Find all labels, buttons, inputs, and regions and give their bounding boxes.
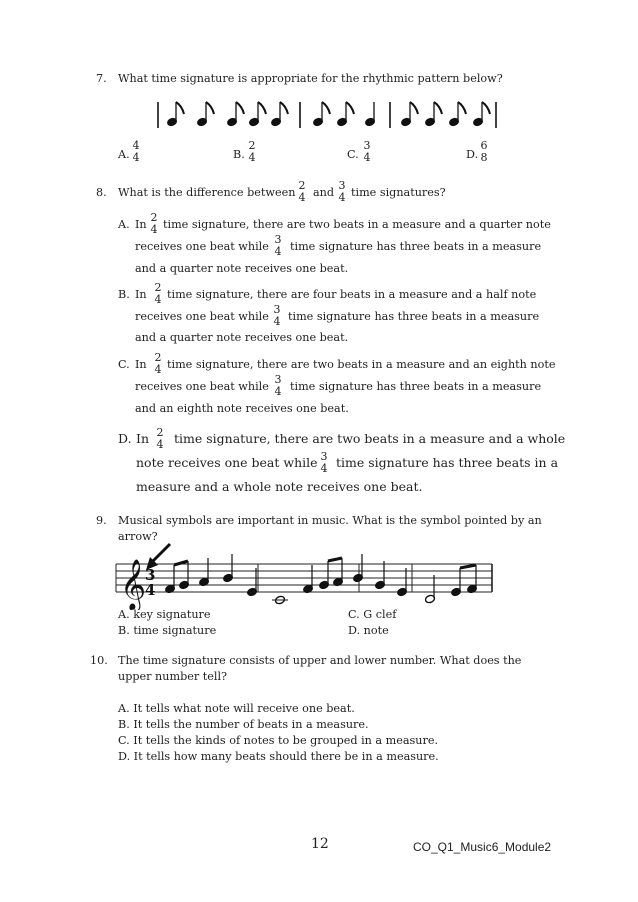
upper-number: 2 — [154, 351, 162, 364]
option-line: receives one beat while — [135, 380, 269, 393]
time-signature-3-4 — [318, 451, 330, 475]
question-prompt: The time signature consists of upper and lower number. What does the — [118, 654, 522, 667]
eighth-note-icon — [313, 102, 330, 127]
music-staff — [112, 540, 497, 610]
eighth-note-icon — [227, 102, 244, 127]
eighth-note-icon — [249, 102, 266, 127]
option-a[interactable]: A. It tells what note will receive one beat. — [118, 702, 355, 715]
option-b[interactable] — [233, 148, 245, 162]
time-signature-4-4 — [130, 140, 142, 164]
upper-number: 2 — [156, 426, 164, 439]
option-line: and a quarter note receives one beat. — [135, 262, 349, 275]
time-signature-6-8 — [478, 140, 490, 164]
option-letter: D. — [466, 148, 479, 161]
eighth-note-icon — [319, 561, 330, 590]
lower-number: 4 — [273, 315, 281, 328]
option-a[interactable]: A. key signature — [118, 608, 211, 621]
eighth-note-icon — [179, 561, 190, 590]
module-code: CO_Q1_Music6_Module2 — [413, 840, 552, 854]
lower-number: 4 — [150, 223, 158, 236]
option-letter: D. — [118, 431, 132, 446]
time-signature-3-4-symbol: 3 — [145, 566, 156, 584]
beam — [328, 558, 342, 561]
upper-number: 3 — [273, 303, 281, 316]
question-number: 7. — [96, 72, 107, 85]
time-signature-3-4 — [271, 304, 283, 328]
eighth-note-icon — [337, 102, 354, 127]
lower-number: 8 — [480, 151, 488, 164]
upper-number: 3 — [363, 139, 371, 152]
option-in: In — [135, 288, 147, 301]
time-signature-3-4 — [272, 234, 284, 258]
time-signature-2-4 — [154, 427, 166, 451]
question-prompt: What time signature is appropriate for the rhythmic pattern below? — [118, 72, 503, 85]
upper-number: 6 — [480, 139, 488, 152]
lower-number: 4 — [156, 438, 164, 451]
time-signature-3-4 — [361, 140, 373, 164]
time-signature-2-4 — [152, 352, 164, 376]
upper-number: 2 — [248, 139, 256, 152]
question-prompt: What is the difference between — [118, 186, 296, 199]
upper-number: 2 — [298, 179, 306, 192]
quarter-note-icon — [199, 558, 210, 587]
lower-number: 4 — [363, 151, 371, 164]
half-note-icon — [425, 575, 436, 604]
upper-number: 3 — [338, 179, 346, 192]
option-letter: A. — [118, 218, 130, 231]
option-line: time signature, there are two beats in a measure and an eighth note — [167, 358, 556, 371]
eighth-note-icon — [165, 565, 176, 594]
upper-number: 3 — [320, 450, 328, 463]
eighth-note-icon — [449, 102, 466, 127]
eighth-note-icon — [451, 568, 462, 597]
eighth-note-icon — [271, 102, 288, 127]
time-signature-lower: 4 — [145, 581, 156, 599]
prompt-and: and — [313, 186, 335, 199]
option-c[interactable]: C. G clef — [348, 608, 397, 621]
upper-number: 2 — [154, 281, 162, 294]
time-signature-3-4 — [336, 180, 348, 204]
question-prompt: upper number tell? — [118, 670, 228, 683]
quarter-note-icon — [247, 568, 258, 597]
option-in: In — [135, 218, 147, 231]
upper-number: 4 — [132, 139, 140, 152]
time-signature-2-4 — [246, 140, 258, 164]
lower-number: 4 — [132, 151, 140, 164]
option-letter: B. — [118, 288, 130, 301]
time-signature-2-4 — [148, 212, 160, 236]
option-letter: A. — [118, 148, 130, 161]
beam — [460, 565, 476, 568]
lower-number: 4 — [274, 245, 282, 258]
question-prompt: arrow? — [118, 530, 158, 543]
option-line: and a quarter note receives one beat. — [135, 331, 349, 344]
option-d[interactable]: D. It tells how many beats should there be in a measure. — [118, 750, 439, 763]
question-number: 8. — [96, 186, 107, 199]
eighth-note-icon — [401, 102, 418, 127]
option-line: time signature, there are two beats in a measure and a quarter note — [163, 218, 551, 231]
lower-number: 4 — [320, 462, 328, 475]
option-line: time signature has three beats in a — [336, 455, 559, 470]
lower-number: 4 — [274, 385, 282, 398]
option-line: time signature has three beats in a measure — [290, 380, 542, 393]
quarter-note-icon — [397, 568, 408, 597]
option-d[interactable]: D. note — [348, 624, 389, 637]
option-letter: C. — [118, 358, 130, 371]
prompt-after: time signatures? — [351, 186, 446, 199]
g-clef-icon: 𝄞 — [120, 559, 147, 610]
lower-number: 4 — [154, 363, 162, 376]
time-signature-2-4 — [152, 282, 164, 306]
upper-number: 3 — [274, 233, 282, 246]
option-line: time signature has three beats in a measure — [288, 310, 540, 323]
eighth-note-icon — [333, 558, 344, 587]
option-d[interactable] — [466, 148, 478, 162]
rhythm-pattern — [150, 96, 510, 132]
option-c[interactable]: C. It tells the kinds of notes to be grouped in a measure. — [118, 734, 439, 747]
upper-number: 2 — [150, 211, 158, 224]
page-number: 12 — [311, 836, 329, 852]
option-in: In — [135, 358, 147, 371]
option-line: time signature has three beats in a measure — [290, 240, 542, 253]
upper-number: 3 — [274, 373, 282, 386]
lower-number: 4 — [248, 151, 256, 164]
quarter-note-icon — [353, 554, 364, 583]
option-line: note receives one beat while — [136, 455, 318, 470]
option-line: measure and a whole note receives one beat. — [136, 479, 423, 494]
eighth-note-icon — [473, 102, 490, 127]
question-prompt: Musical symbols are important in music. What is the symbol pointed by an — [118, 514, 542, 527]
question-number: 10. — [90, 654, 108, 667]
eighth-note-icon — [467, 565, 478, 594]
option-line: time signature, there are two beats in a measure and a whole — [174, 431, 566, 446]
time-signature-2-4 — [296, 180, 308, 204]
question-number: 9. — [96, 514, 107, 527]
quarter-note-icon — [375, 561, 386, 590]
option-a[interactable] — [118, 148, 130, 162]
option-letter: B. — [233, 148, 245, 161]
quarter-note-icon — [303, 565, 314, 594]
whole-note-icon — [272, 595, 288, 605]
eighth-note-icon — [167, 102, 184, 127]
lower-number: 4 — [154, 293, 162, 306]
option-line: receives one beat while — [135, 310, 269, 323]
option-b[interactable]: B. time signature — [118, 624, 217, 637]
quarter-note-icon — [223, 554, 234, 583]
option-line: and an eighth note receives one beat. — [135, 402, 349, 415]
option-line: receives one beat while — [135, 240, 269, 253]
quarter-note-icon — [365, 102, 376, 127]
lower-number: 4 — [298, 191, 306, 204]
lower-number: 4 — [338, 191, 346, 204]
time-signature-3-4 — [272, 374, 284, 398]
eighth-note-icon — [197, 102, 214, 127]
option-letter: C. — [347, 148, 359, 161]
option-c[interactable] — [347, 148, 359, 162]
option-in: In — [136, 431, 149, 446]
option-line: time signature, there are four beats in a measure and a half note — [167, 288, 537, 301]
eighth-note-icon — [425, 102, 442, 127]
option-b[interactable]: B. It tells the number of beats in a measure. — [118, 718, 369, 731]
